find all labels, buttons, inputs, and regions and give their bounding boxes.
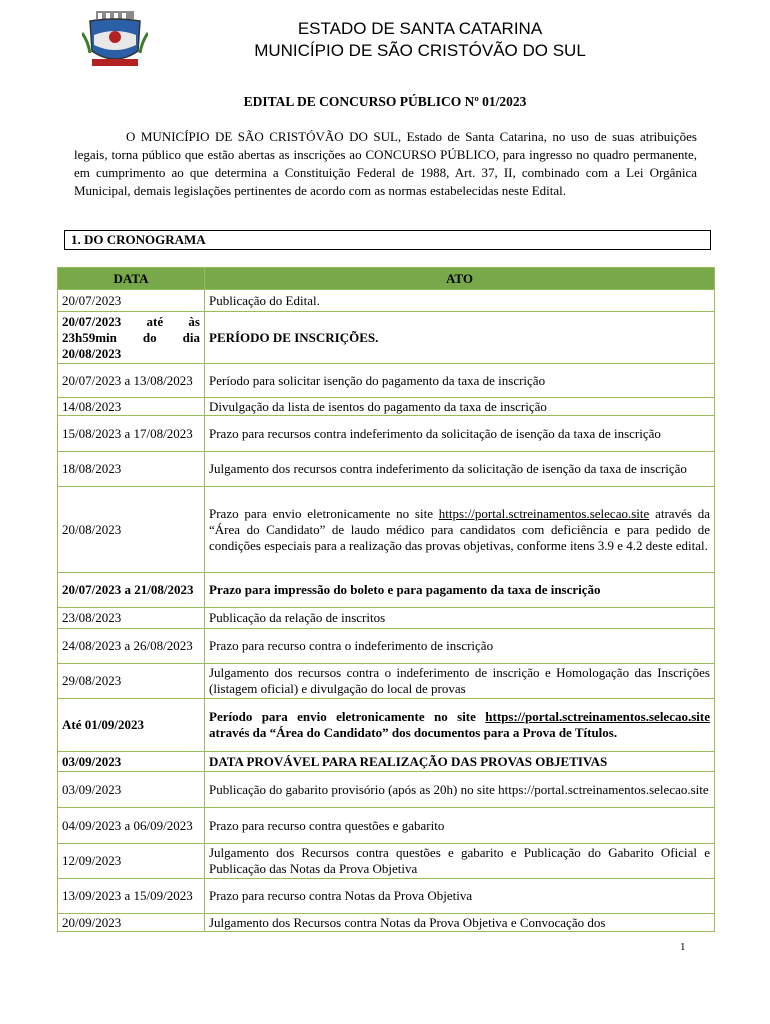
- row-act: DATA PROVÁVEL PARA REALIZAÇÃO DAS PROVAS OBJETIVAS: [205, 752, 715, 772]
- table-row: [58, 452, 715, 487]
- row-act: Publicação do gabarito provisório (após as 20h) no site https://portal.sctreinamentos.selecao.site: [205, 772, 715, 808]
- row-date: 20/07/2023 até às 23h59min do dia 20/08/2023: [58, 312, 205, 364]
- row-date: 12/09/2023: [58, 844, 205, 879]
- row-date: 24/08/2023 a 26/08/2023: [58, 629, 205, 664]
- row-date: 20/07/2023 a 13/08/2023: [58, 364, 205, 398]
- header-titles: [200, 18, 640, 62]
- row-act: Período para solicitar isenção do pagamento da taxa de inscrição: [205, 364, 715, 398]
- table-row: [58, 699, 715, 752]
- table-row: [58, 879, 715, 914]
- table-row: [58, 629, 715, 664]
- table-row: [58, 364, 715, 398]
- row-date: 03/09/2023: [58, 772, 205, 808]
- table-row: [58, 844, 715, 879]
- act-text: Período para envio eletronicamente no site: [209, 709, 486, 724]
- table-row: [58, 290, 715, 312]
- row-act: Prazo para recurso contra Notas da Prova Objetiva: [205, 879, 715, 914]
- row-date: Até 01/09/2023: [58, 699, 205, 752]
- row-date: 20/07/2023 a 21/08/2023: [58, 573, 205, 608]
- row-act: Divulgação da lista de isentos do pagamento da taxa de inscrição: [205, 398, 715, 416]
- row-date: 20/08/2023: [58, 487, 205, 573]
- row-date: 13/09/2023 a 15/09/2023: [58, 879, 205, 914]
- row-act: Julgamento dos recursos contra o indeferimento de inscrição e Homologação das Inscrições (listagem oficial) e divulgação do local de provas: [205, 664, 715, 699]
- row-act: Julgamento dos Recursos contra questões e gabarito e Publicação do Gabarito Oficial e Publicação das Notas da Prova Objetiva: [205, 844, 715, 879]
- row-date: 29/08/2023: [58, 664, 205, 699]
- row-act: Prazo para recurso contra o indeferimento de inscrição: [205, 629, 715, 664]
- column-header-act: ATO: [205, 268, 715, 290]
- table-row: [58, 487, 715, 573]
- table-row: [58, 914, 715, 932]
- column-header-date: DATA: [58, 268, 205, 290]
- row-act: Prazo para impressão do boleto e para pagamento da taxa de inscrição: [205, 573, 715, 608]
- act-text: Prazo para envio eletronicamente no site: [209, 505, 439, 521]
- portal-link[interactable]: https://portal.sctreinamentos.selecao.site: [485, 709, 710, 724]
- act-text: através da “Área do Candidato” dos documentos para a Prova de Títulos.: [209, 725, 618, 740]
- intro-paragraph: [74, 128, 697, 200]
- row-date: 03/09/2023: [58, 752, 205, 772]
- row-date: 18/08/2023: [58, 452, 205, 487]
- municipal-coat-of-arms-icon: [82, 11, 148, 71]
- state-name: ESTADO DE SANTA CATARINA: [297, 19, 543, 38]
- row-date: 23/08/2023: [58, 608, 205, 629]
- row-act: [205, 487, 715, 573]
- table-row: [58, 398, 715, 416]
- section-title-cronograma: 1. DO CRONOGRAMA: [64, 230, 711, 250]
- row-act: Prazo para recursos contra indeferimento da solicitação de isenção da taxa de inscrição: [205, 416, 715, 452]
- page-number: 1: [680, 941, 686, 953]
- table-row: [58, 573, 715, 608]
- row-date: 04/09/2023 a 06/09/2023: [58, 808, 205, 844]
- row-act: [205, 699, 715, 752]
- row-date: 15/08/2023 a 17/08/2023: [58, 416, 205, 452]
- table-row: [58, 312, 715, 364]
- table-row: [58, 608, 715, 629]
- row-act: Publicação da relação de inscritos: [205, 608, 715, 629]
- edital-title: EDITAL DE CONCURSO PÚBLICO Nº 01/2023: [243, 94, 527, 109]
- row-act: PERÍODO DE INSCRIÇÕES.: [205, 312, 715, 364]
- table-row: [58, 772, 715, 808]
- municipality-name: MUNICÍPIO DE SÃO CRISTÓVÃO DO SUL: [254, 41, 586, 60]
- table-row: [58, 416, 715, 452]
- row-date: 14/08/2023: [58, 398, 205, 416]
- row-act: Prazo para recurso contra questões e gabarito: [205, 808, 715, 844]
- row-act: Publicação do Edital.: [205, 290, 715, 312]
- table-row: [58, 664, 715, 699]
- intro-text: O MUNICÍPIO DE SÃO CRISTÓVÃO DO SUL, Estado de Santa Catarina, no uso de suas atribuições legais, torna público que estão abertas as inscrições ao CONCURSO PÚBLICO, para ingresso no quadro permanente, em cumprimento ao que determina a Constituição Federal de 1988, Art. 37, II, combinado com a Lei Orgânica Municipal, demais legislações pertinentes de acordo com as normas estabelecidas neste Edital.: [74, 129, 697, 198]
- row-act: Julgamento dos Recursos contra Notas da Prova Objetiva e Convocação dos: [205, 914, 715, 932]
- table-header-row: [58, 268, 715, 290]
- schedule-table: [57, 267, 715, 932]
- row-date: 20/09/2023: [58, 914, 205, 932]
- table-row: [58, 808, 715, 844]
- row-date: 20/07/2023: [58, 290, 205, 312]
- act-text: através da “Área do Candidato” de laudo médico para candidatos com deficiência e para pedido de condições especiais para a realização das provas objetivas, conforme itens 3.9 e 4.2 deste edital.: [209, 505, 710, 553]
- portal-link[interactable]: https://portal.sctreinamentos.selecao.site: [438, 505, 650, 521]
- table-row: [58, 752, 715, 772]
- page-header: [0, 0, 770, 80]
- row-act: Julgamento dos recursos contra indeferimento da solicitação de isenção da taxa de inscrição: [205, 452, 715, 487]
